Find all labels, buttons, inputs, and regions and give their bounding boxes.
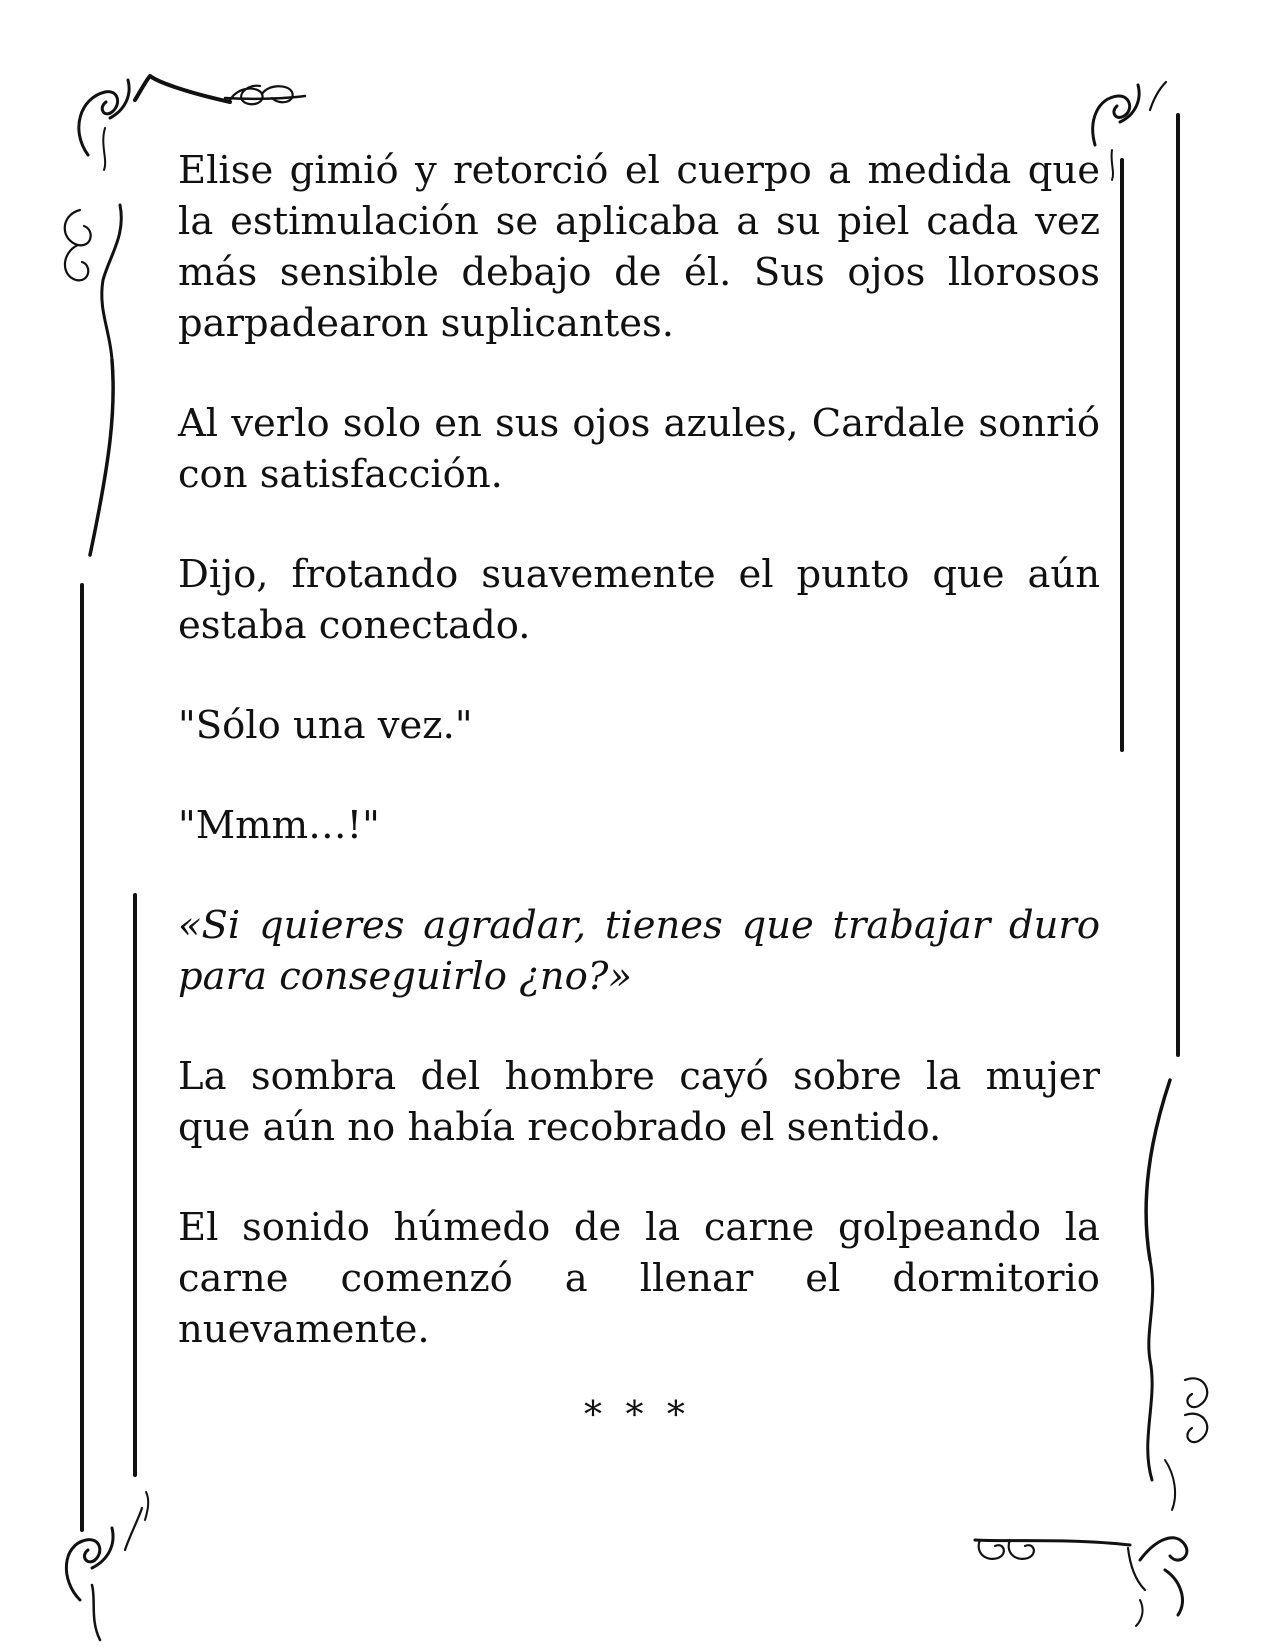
story-text-body (178, 145, 1100, 1404)
paragraph-cardale-smiles: Al verlo solo en sus ojos azules, Cardale sonrió con satisfacción. (178, 401, 1100, 497)
top-right-flourish (1093, 82, 1166, 180)
scene-separator: * * * (584, 1395, 691, 1436)
bottom-left-flourish (66, 1492, 148, 1640)
paragraph-shadow-fell: La sombra del hombre cayó sobre la mujer que aún no había recobrado el sentido. (178, 1054, 1100, 1150)
thought-quote-agradar: «Si quieres agradar, tienes que trabajar duro para conseguirlo ¿no?» (178, 903, 1100, 999)
paragraph-elise-moans: Elise gimió y retorció el cuerpo a medida que la estimulación se aplicaba a su piel cada vez más sensible debajo de él. Sus ojos llorosos parpadearon suplicantes. (178, 148, 1100, 346)
dialogue-mmm: "Mmm…!" (178, 803, 380, 848)
dialogue-solo-una-vez: "Sólo una vez." (178, 703, 473, 748)
paragraph-dijo: Dijo, frotando suavemente el punto que aún estaba conectado. (178, 552, 1100, 648)
paragraph-wet-sound: El sonido húmedo de la carne golpeando la carne comenzó a llenar el dormitorio nuevamente. (178, 1205, 1100, 1352)
